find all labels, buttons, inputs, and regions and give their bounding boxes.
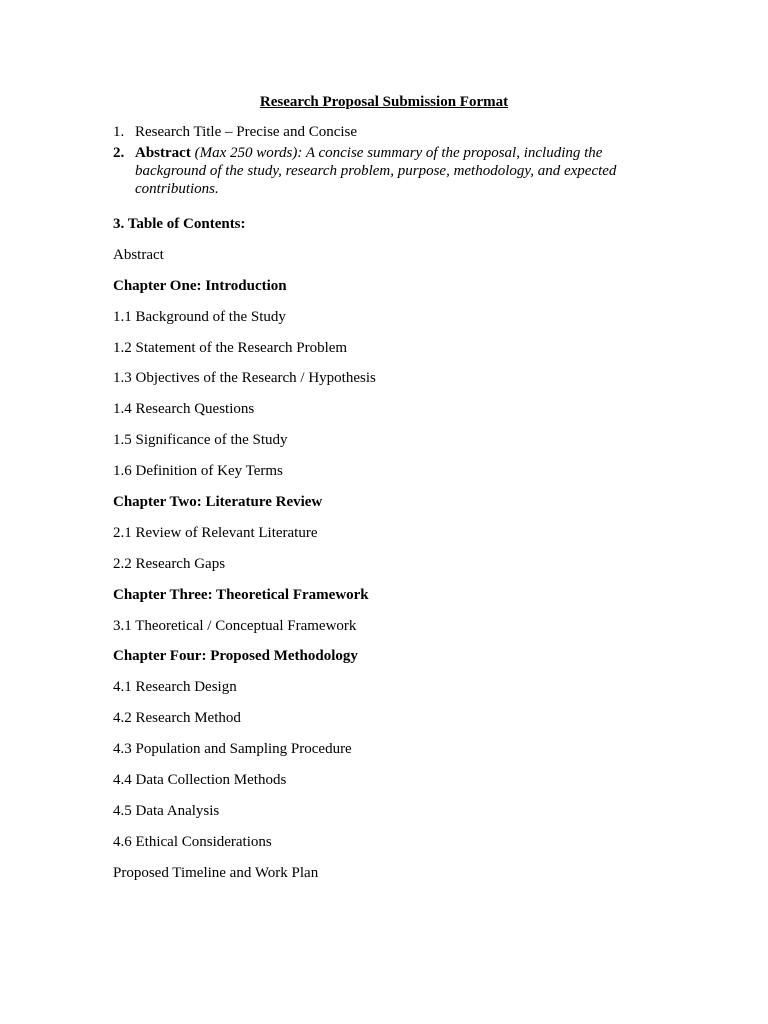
toc-entry: 4.4 Data Collection Methods: [113, 772, 287, 789]
toc-entry: 1.4 Research Questions: [113, 401, 255, 418]
toc-chapter-three: Chapter Three: Theoretical Framework: [113, 586, 369, 603]
toc-entry: 4.2 Research Method: [113, 710, 241, 727]
abstract-description: (Max 250 words): A concise summary of the proposal, including the background of the study, research problem, purpose, methodology, and expected contributions.: [135, 145, 617, 197]
toc-entry: 1.3 Objectives of the Research / Hypothesis: [113, 370, 376, 387]
toc-entry: 4.1 Research Design: [113, 679, 237, 696]
list-item-abstract: [113, 144, 653, 198]
list-number: 1.: [113, 124, 125, 140]
toc-entry: 1.5 Significance of the Study: [113, 432, 288, 449]
toc-entry: 2.1 Review of Relevant Literature: [113, 524, 318, 541]
toc-entry: 4.6 Ethical Considerations: [113, 833, 272, 850]
toc-entry-timeline: Proposed Timeline and Work Plan: [113, 864, 319, 881]
toc-chapter-one: Chapter One: Introduction: [113, 277, 287, 294]
toc-entry: 1.1 Background of the Study: [113, 308, 286, 325]
toc-entry: 3.1 Theoretical / Conceptual Framework: [113, 617, 357, 634]
toc-entry: 4.5 Data Analysis: [113, 802, 220, 819]
table-of-contents: [113, 215, 673, 895]
list-number: 2.: [113, 145, 125, 161]
toc-entry-abstract: Abstract: [113, 246, 164, 263]
toc-entry: 4.3 Population and Sampling Procedure: [113, 741, 352, 758]
toc-entry: 1.6 Definition of Key Terms: [113, 463, 283, 480]
numbered-list: [113, 123, 653, 198]
toc-chapter-two: Chapter Two: Literature Review: [113, 494, 323, 511]
toc-entry: 2.2 Research Gaps: [113, 555, 226, 572]
document-title: Research Proposal Submission Format: [259, 94, 509, 110]
toc-heading: 3. Table of Contents:: [113, 216, 246, 232]
toc-chapter-four: Chapter Four: Proposed Methodology: [113, 648, 358, 665]
toc-entry: 1.2 Statement of the Research Problem: [113, 339, 348, 356]
list-item-text: Research Title – Precise and Concise: [135, 124, 358, 140]
abstract-label: Abstract: [135, 145, 191, 161]
list-item-research-title: [113, 123, 653, 141]
